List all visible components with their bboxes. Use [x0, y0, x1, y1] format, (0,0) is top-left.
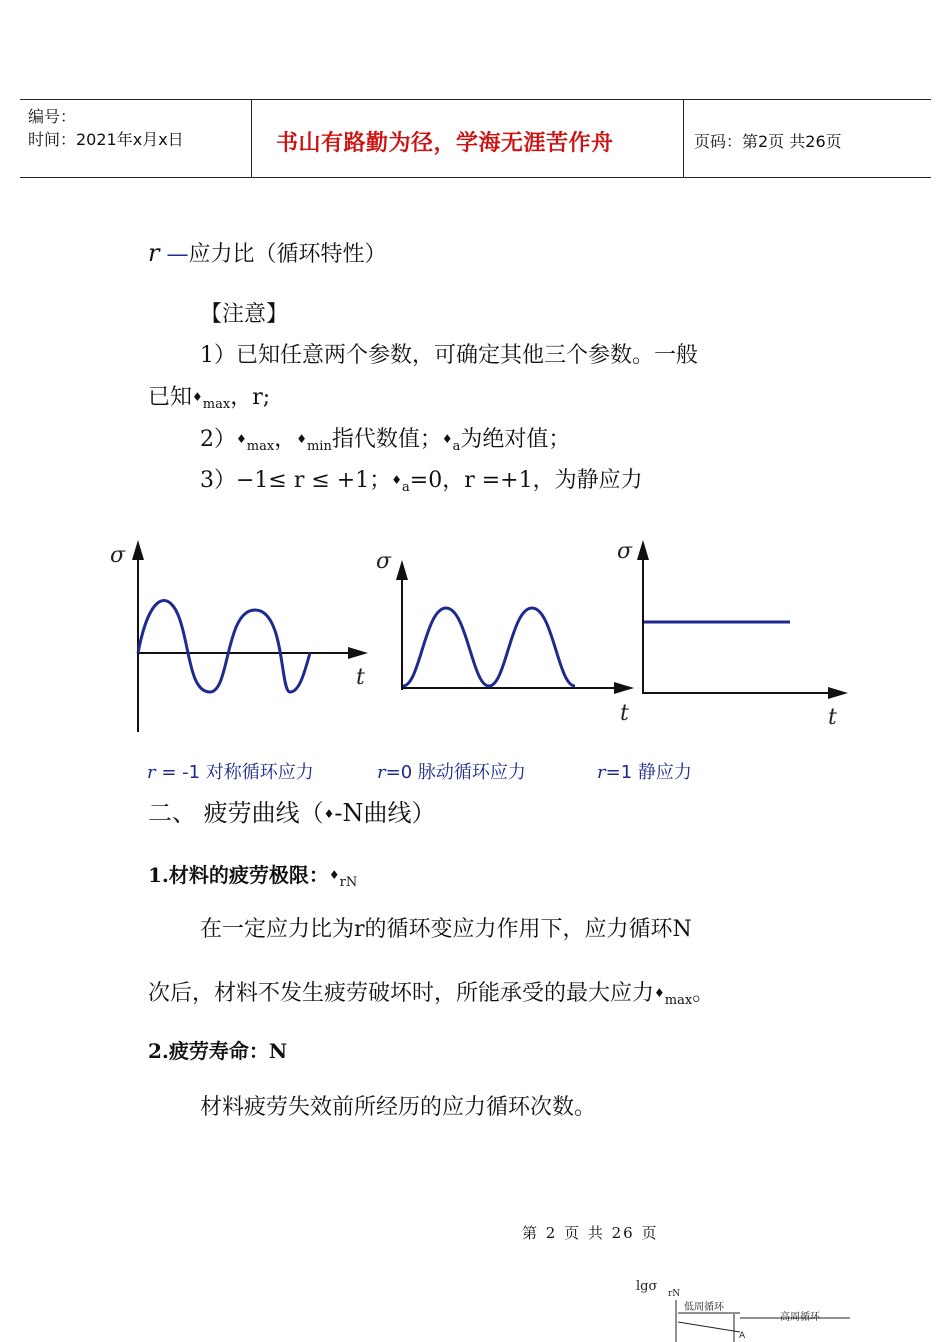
sn-ylabel: lgσ: [636, 1279, 658, 1294]
sn-curve-preview: [630, 1270, 850, 1342]
sn-ylabel-sub: rN: [668, 1289, 681, 1299]
header-divider-right: [683, 99, 684, 177]
header-time-label: 时间：2021年x月x日: [28, 130, 184, 149]
fatigue-limit-title: 1.材料的疲劳极限：$♦_{rN}$: [148, 863, 358, 890]
fatigue-life-title: 2.疲劳寿命：N: [148, 1039, 288, 1063]
page-footer: 第 2 页 共 26 页: [522, 1224, 659, 1242]
figure-static-stress: [617, 539, 848, 730]
section2-heading: 二、 疲劳曲线（♦-N曲线）: [148, 799, 436, 827]
header-page-info: 页码：第2页 共26页: [694, 132, 842, 151]
header-top-border: [20, 99, 931, 100]
item2-line: $2)♦_{max}$，$♦_{min}$指代数值；$♦_a$为绝对值；: [200, 427, 571, 454]
fig1-t-label: t: [356, 665, 365, 690]
fig1-x-arrow-icon: [348, 647, 368, 659]
sn-low-cycle-label: 低周循环: [684, 1302, 724, 1313]
fig2-pulse-wave: [403, 608, 575, 686]
r-dash: —: [166, 242, 189, 267]
sigma-glyph-icon: ♦: [296, 432, 307, 446]
fig3-x-arrow-icon: [828, 687, 848, 699]
fig1-sine-wave: [138, 601, 310, 692]
sigma-glyph-icon: ♦: [391, 473, 402, 487]
fig2-x-arrow-icon: [614, 682, 634, 694]
fig2-sigma-label: σ: [376, 549, 392, 574]
fatigue-limit-para-line2: 次后，材料不发生疲劳破坏时，所能承受的最大应力$♦_{max}$。: [148, 981, 715, 1008]
sn-curve-line: [678, 1322, 740, 1332]
r-definition-text: 应力比（循环特性）: [188, 242, 387, 267]
fig2-t-label: t: [620, 701, 629, 726]
fig2-y-arrow-icon: [396, 560, 408, 580]
fig1-y-arrow-icon: [132, 540, 144, 560]
sigma-glyph-icon: ♦: [192, 390, 203, 404]
header-motto: 书山有路勤为径，学海无涯苦作舟: [276, 131, 614, 156]
item3-line: 3）−1≤ r ≤ +1；$♦_a=0$，r =+1，为静应力: [200, 468, 643, 495]
figure-symmetric-cycle: [110, 540, 368, 732]
sigma-glyph-icon: ♦: [441, 432, 453, 446]
fatigue-life-para: 材料疲劳失效前所经历的应力循环次数。: [200, 1095, 597, 1120]
stress-cycle-figures: [0, 520, 950, 750]
sigma-glyph-icon: ♦: [323, 807, 335, 821]
sigma-glyph-icon: ♦: [328, 868, 340, 882]
header-bottom-border: [20, 177, 931, 178]
item1-line2: 已知$♦_{max}$，r;: [148, 385, 271, 412]
item1-line1: 1）已知任意两个参数，可确定其他三个参数。一般: [200, 343, 698, 368]
sn-point-a: A: [739, 1331, 746, 1341]
fig3-t-label: t: [828, 705, 837, 730]
sn-high-cycle-label: 高周循环: [780, 1312, 820, 1323]
sigma-glyph-icon: ♦: [236, 432, 247, 446]
caption-pulsating: r=0 脉动循环应力: [377, 762, 526, 783]
figure-pulsating-cycle: [376, 549, 634, 726]
r-definition-line: [148, 238, 387, 270]
sigma-glyph-icon: ♦: [654, 986, 665, 1000]
caption-symmetric: r = -1 对称循环应力: [147, 762, 314, 783]
fig3-sigma-label: σ: [617, 539, 633, 564]
header-number-label: 编号：: [28, 107, 77, 126]
fig1-sigma-label: σ: [110, 543, 126, 568]
fatigue-limit-para-line1: 在一定应力比为r的循环变应力作用下，应力循环N: [200, 917, 692, 942]
caption-static: r=1 静应力: [597, 762, 692, 783]
note-title: 【注意】: [200, 302, 289, 327]
fig3-y-arrow-icon: [637, 540, 649, 560]
r-symbol: r: [148, 239, 160, 267]
header-divider-left: [251, 99, 252, 177]
